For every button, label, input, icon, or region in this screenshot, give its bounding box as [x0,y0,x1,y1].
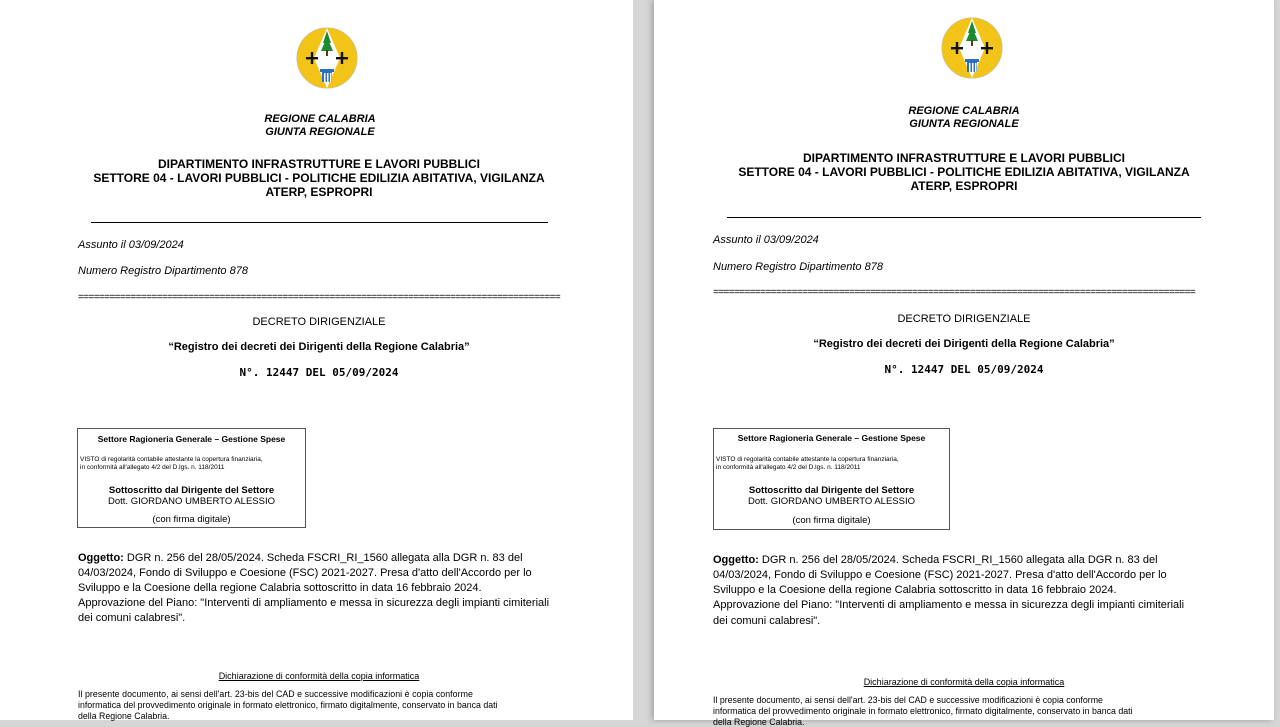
assunto-date: Assunto il 03/09/2024 [78,239,184,251]
sector-title-line2: ATERP, ESPROPRI [910,179,1018,193]
header-rule [727,217,1201,218]
registry-title: “Registro dei decreti dei Dirigenti della Regione Calabria” [168,341,470,353]
oggetto-line3: Sviluppo e la Coesione della regione Calabria sottoscritto in data 16 febbraio 2024. [713,584,1117,596]
decree-type: DECRETO DIRIGENZIALE [252,316,386,328]
department-title: DIPARTIMENTO INFRASTRUTTURE E LAVORI PUBBLICI [803,151,1125,165]
oggetto-line1 [713,554,1158,566]
stamp-visto-line2: in conformità all'allegato 4/2 del D.lgs. n. 118/2011 [80,464,225,471]
document-page-right [654,0,1274,727]
conformity-line1: Il presente documento, ai sensi dell'art. 23-bis del CAD e successive modificazioni è copia conforme [713,695,1103,705]
oggetto-label: Oggetto: [78,552,124,564]
oggetto-line5: dei comuni calabresi". [78,612,186,624]
stamp-signed-by: Sottoscritto dal Dirigente del Settore [748,485,915,496]
stamp-signed-by: Sottoscritto dal Dirigente del Settore [108,485,275,496]
conformity-line3: della Regione Calabria. [713,717,805,727]
regione-calabria-logo [296,25,358,91]
conformity-title: Dichiarazione di conformità della copia informatica [863,677,1065,687]
stamp-header: Settore Ragioneria Generale – Gestione Spese [737,433,926,443]
conformity-line1: Il presente documento, ai sensi dell'art. 23-bis del CAD e successive modificazioni è copia conforme [78,689,473,699]
conformity-line3: della Regione Calabria. [78,711,170,721]
header-rule [91,222,548,223]
document-page-left [0,0,633,720]
oggetto-line2: 04/03/2024, Fondo di Sviluppo e Coesione (FSC) 2021-2027. Presa d'atto dell'Accordo per lo [78,567,532,579]
sector-title-line2: ATERP, ESPROPRI [265,185,373,199]
oggetto-label: Oggetto: [713,554,759,566]
conformity-line2: informatica del provvedimento originale in formato elettronico, firmato digitalmente, conservato in banca dati [713,706,1133,716]
registry-title: “Registro dei decreti dei Dirigenti della Regione Calabria” [813,338,1115,350]
oggetto-line3: Sviluppo e la Coesione della regione Calabria sottoscritto in data 16 febbraio 2024. [78,582,482,594]
stamp-header: Settore Ragioneria Generale – Gestione Spese [97,434,286,444]
oggetto-line1 [78,552,523,564]
conformity-title: Dichiarazione di conformità della copia informatica [218,671,420,681]
stamp-signer: Dott. GIORDANO UMBERTO ALESSIO [748,496,915,507]
conformity-line2: informatica del provvedimento originale in formato elettronico, firmato digitalmente, conservato in banca dati [78,700,498,710]
oggetto-text-1: DGR n. 256 del 28/05/2024. Scheda FSCRI_RI_1560 allegata alla DGR n. 83 del [123,552,523,564]
oggetto-line5: dei comuni calabresi". [713,615,821,627]
decree-number: N°. 12447 DEL 05/09/2024 [884,363,1044,376]
giunta-name: GIUNTA REGIONALE [909,118,1019,130]
separator-line: ============================================================================================ [78,292,561,303]
stamp-signer: Dott. GIORDANO UMBERTO ALESSIO [108,496,275,507]
oggetto-line4: Approvazione del Piano: "Interventi di ampliamento e messa in sicurezza degli impianti cimiteriali [78,597,550,609]
giunta-name: GIUNTA REGIONALE [265,126,375,138]
sector-title-line1: SETTORE 04 - LAVORI PUBBLICI - POLITICHE EDILIZIA ABITATIVA, VIGILANZA [93,171,545,185]
regione-calabria-logo [941,14,1003,82]
stamp-signature-note: (con firma digitale) [792,515,871,526]
registro-number: Numero Registro Dipartimento 878 [78,265,248,277]
decree-number: N°. 12447 DEL 05/09/2024 [239,366,399,379]
oggetto-text-1: DGR n. 256 del 28/05/2024. Scheda FSCRI_RI_1560 allegata alla DGR n. 83 del [758,554,1158,566]
stamp-signature-note: (con firma digitale) [152,514,231,525]
separator-line: ============================================================================================ [713,287,1196,298]
oggetto-line2: 04/03/2024, Fondo di Sviluppo e Coesione (FSC) 2021-2027. Presa d'atto dell'Accordo per lo [713,569,1167,581]
registro-number: Numero Registro Dipartimento 878 [713,261,883,273]
sector-title-line1: SETTORE 04 - LAVORI PUBBLICI - POLITICHE EDILIZIA ABITATIVA, VIGILANZA [738,165,1190,179]
stamp-visto-line1: VISTO di regolarità contabile attestante la copertura finanziaria, [716,456,899,463]
region-name: REGIONE CALABRIA [264,113,376,125]
stamp-visto-line2: in conformità all'allegato 4/2 del D.lgs. n. 118/2011 [716,464,861,471]
region-name: REGIONE CALABRIA [908,105,1020,117]
decree-type: DECRETO DIRIGENZIALE [897,313,1031,325]
accounting-stamp [77,428,306,528]
stamp-visto-line1: VISTO di regolarità contabile attestante la copertura finanziaria, [80,456,263,463]
assunto-date: Assunto il 03/09/2024 [713,234,819,246]
department-title: DIPARTIMENTO INFRASTRUTTURE E LAVORI PUBBLICI [158,157,480,171]
oggetto-line4: Approvazione del Piano: "Interventi di ampliamento e messa in sicurezza degli impianti cimiteriali [713,599,1185,611]
accounting-stamp [713,428,950,530]
